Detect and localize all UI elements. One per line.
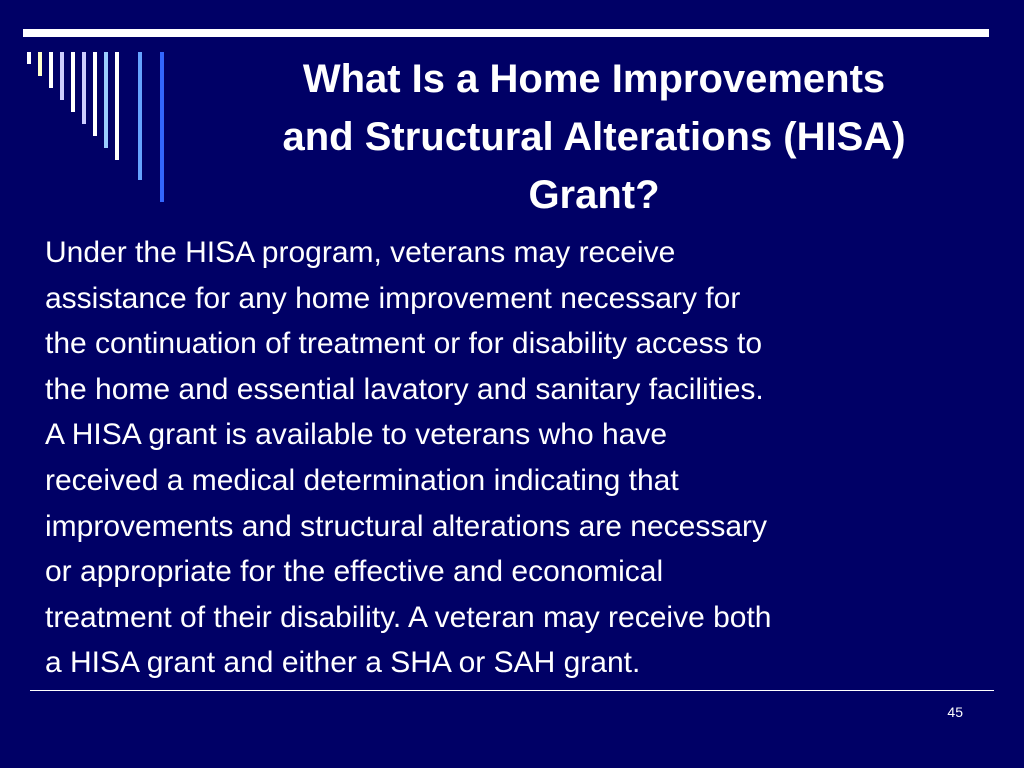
accent-bar: [60, 52, 64, 100]
accent-bar: [71, 52, 75, 112]
accent-bar: [160, 52, 164, 202]
accent-bar: [82, 52, 86, 124]
accent-bar: [38, 52, 42, 76]
accent-bar: [138, 52, 142, 180]
accent-bar: [104, 52, 108, 148]
bottom-rule: [30, 690, 994, 691]
top-rule: [23, 29, 989, 37]
accent-bar: [115, 52, 119, 160]
accent-bar: [49, 52, 53, 88]
slide-number: 45: [947, 704, 963, 720]
accent-bar: [93, 52, 97, 136]
body-text: Under the HISA program, veterans may receive assistance for any home improvement necessary for the continuation of treatment or for disability access to the home and essential lavatory and sanitary facilities. A HISA grant is available to veterans who have received a medical determination indicating that improvements and structural alterations are necessary or appropriate for the effective and economical treatment of their disability. A veteran may receive both a HISA grant and either a SHA or SAH grant.: [45, 236, 772, 680]
slide-title: What Is a Home Improvements and Structural Alterations (HISA) Grant?: [282, 57, 906, 217]
accent-bar: [27, 52, 31, 64]
